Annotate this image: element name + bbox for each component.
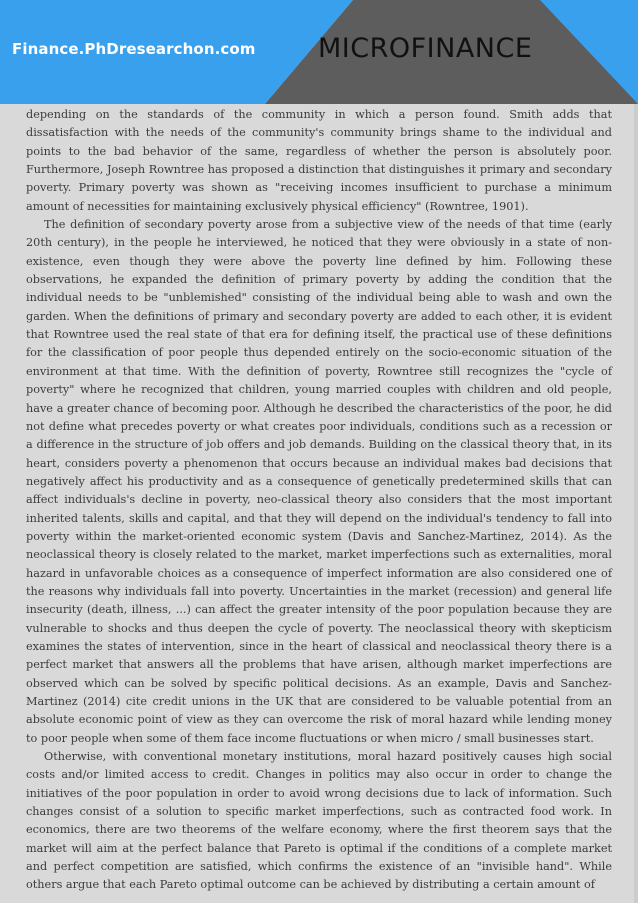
paragraph: The definition of secondary poverty arose from a subjective view of the needs of that time (early 20th century), in the people he interviewed, he noticed that they were obviously in a state of non-existence, even though they were above the poverty line defined by him. Following these observations, he expanded the definition of primary poverty by adding the condition that the individual needs to be "unblemished" consisting of the individual being able to wash and own the garden. When the definitions of primary and secondary poverty are added to each other, it is evident that Rowntree used the real state of that era for defining itself, the practical use of these definitions for the classification of poor people thus depended entirely on the socio-economic situation of the environment at that time. With the definition of poverty, Rowntree still recognizes the "cycle of poverty" where he recognized that children, young married couples with children and old people, have a greater chance of becoming poor. Although he described the characteristics of the poor, he did not define what precedes poverty or what creates poor individuals, conditions such as a recession or a difference in the structure of job offers and job demands. Building on the classical theory that, in its heart, considers poverty a phenomenon that occurs because an individual makes bad decisions that negatively affect his productivity and as a consequence of genetically predetermined skills that can affect individuals's decline in poverty, neo-classical theory also considers that the most important inherited talents, skills and capital, and that they will depend on the individual's tendency to fall into poverty within the market-oriented economic system (Davis and Sanchez-Martinez, 2014). As the neoclassical theory is closely related to the market, market imperfections such as externalities, moral hazard in unfavorable choices as a consequence of imperfect information are also considered one of the reasons why individuals fall into poverty. Uncertainties in the market (recession) and general life insecurity (death, illness, ...) can affect the greater intensity of the poor population because they are vulnerable to shocks and thus deepen the cycle of poverty. The neoclassical theory with skepticism examines the states of intervention, since in the heart of classical and neoclassical theory there is a perfect market that answers all the problems that have arisen, although market imperfections are observed which can be solved by specific political decisions. As an example, Davis and Sanchez-Martinez (2014) cite credit unions in the UK that are considered to be valuable potential from an absolute economic point of view as they can overcome the risk of moral hazard while lending money to poor people when some of them face income fluctuations or when micro / small businesses start. xyxy=(26,218,612,745)
paragraph: Otherwise, with conventional monetary institutions, moral hazard positively causes high social costs and/or limited access to credit. Changes in politics may also occur in order to change the initiatives of the poor population in order to avoid wrong decisions due to lack of information. Such changes consist of a solution to specific market imperfections, such as contracted food work. In economics, there are two theorems of the welfare economy, where the first theorem says that the market will aim at the perfect balance that Pareto is optimal if the conditions of a complete market and perfect competition are satisfied, which confirms the existence of an "invisible hand". While others argue that each Pareto optimal outcome can be achieved by distributing a certain amount of xyxy=(26,750,612,892)
paragraph: depending on the standards of the community in which a person found. Smith adds that dissatisfaction with the needs of the community's community brings shame to the individual and points to the bad behavior of the same, regardless of whether the person is absolutely poor. Furthermore, Joseph Rowntree has proposed a distinction that distinguishes it primary and secondary poverty. Primary poverty was shown as "receiving incomes insufficient to purchase a minimum amount of necessities for maintaining exclusively physical efficiency" (Rowntree, 1901). xyxy=(26,108,612,213)
document-title: MICROFINANCE xyxy=(318,33,533,64)
document-body xyxy=(26,106,612,895)
site-name: Finance.PhDresearchon.com xyxy=(12,40,256,58)
page-right-edge xyxy=(634,104,638,903)
